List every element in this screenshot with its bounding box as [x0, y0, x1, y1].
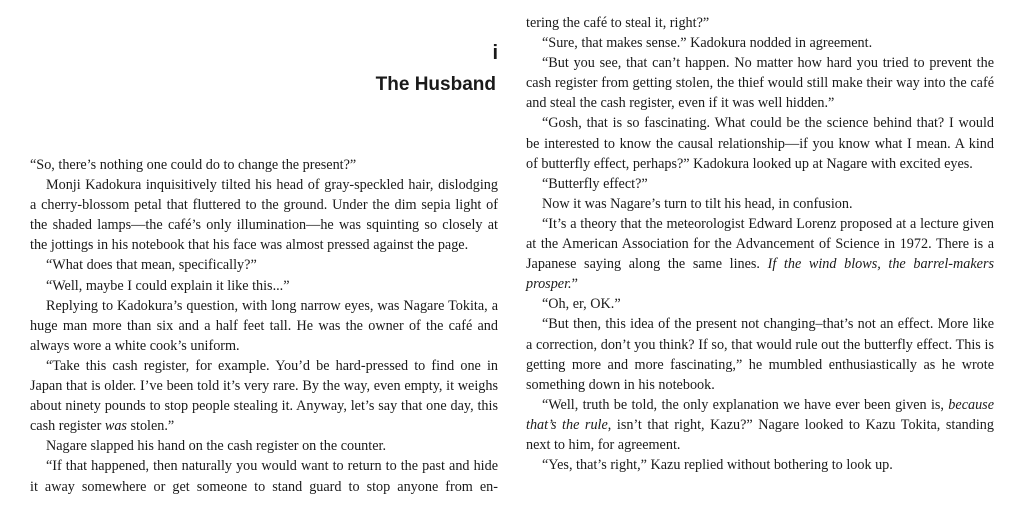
chapter-number: i [492, 42, 498, 64]
paragraph: “Butterfly effect?” [542, 175, 648, 192]
paragraph: Replying to Kadokura’s question, with long narrow eyes, was Nagare Tokita, a huge man more than six and a half feet tall. He was the owner of the café and always wore a white cook’s uniform. [30, 297, 498, 354]
left-page-body [30, 155, 498, 497]
paragraph: Nagare slapped his hand on the cash register on the counter. [46, 438, 386, 455]
paragraph: “So, there’s nothing one could do to change the present?” [30, 157, 357, 173]
paragraph: “But then, this idea of the present not changing–that’s not an effect. More like a correction, don’t you think? If so, that would rule out the butterfly effect. This is getting more and more fascinating,” he mumbled enthusiastically as he wrote something down in his notebook. [526, 316, 994, 393]
right-page-body [526, 13, 994, 475]
paragraph: “Sure, that makes sense.” Kadokura nodded in agreement. [542, 35, 873, 52]
paragraph: Now it was Nagare’s turn to tilt his head, in confusion. [542, 195, 853, 212]
paragraph: “It’s a theory that the meteorologist Edward Lorenz proposed at a lecture given at the American Association for the Advancement of Science in 1972. There is a Japanese saying along the same lines. If the wind blows, the barrel-makers prosper.” [526, 215, 994, 293]
paragraph: “Gosh, that is so fascinating. What could be the science behind that? I would be interested to know the causal relationship—if you know what I mean. A kind of butterfly effect, perhaps?” Kadokura looked up at Nagare with excited eyes. [526, 115, 994, 172]
paragraph: “Yes, that’s right,” Kazu replied without bothering to look up. [542, 457, 893, 474]
paragraph: “What does that mean, specifically?” [46, 257, 257, 274]
paragraph: “Oh, er, OK.” [542, 296, 621, 313]
chapter-title: The Husband [375, 74, 496, 95]
paragraph: “Well, maybe I could explain it like this...” [46, 277, 290, 294]
paragraph: Monji Kadokura inquisitively tilted his head of gray-speckled hair, dislodging a cherry-blossom petal that fluttered to the ground. Under the dim sepia light of the shaded lamps—the café’s only illumination—he was squinting so closely at the jottings in his notebook that his face was almost pressed against the page. [30, 177, 498, 254]
paragraph: tering the café to steal it, right?” [526, 15, 710, 31]
paragraph: “Well, truth be told, the only explanation we have ever been given is, because that’s the rule, isn’t that right, Kazu?” Nagare looked to Kazu Tokita, standing next to him, for agreement. [526, 396, 994, 453]
paragraph: “Take this cash register, for example. You’d be hard-pressed to find one in Japan that is older. I’ve been told it’s very rare. By the way, even empty, it weighs about ninety pounds to stop people stealing it. Anyway, let’s say that one day, this cash register was stolen.” [30, 357, 498, 435]
paragraph: “But you see, that can’t happen. No matter how hard you tried to prevent the cash register from getting stolen, the thief would still make their way into the café and steal the cash register, even if it was well hidden.” [526, 55, 994, 112]
paragraph: “If that happened, then naturally you would want to return to the past and hide it away somewhere or get someone to stand guard to stop anyone from en- [30, 458, 498, 495]
